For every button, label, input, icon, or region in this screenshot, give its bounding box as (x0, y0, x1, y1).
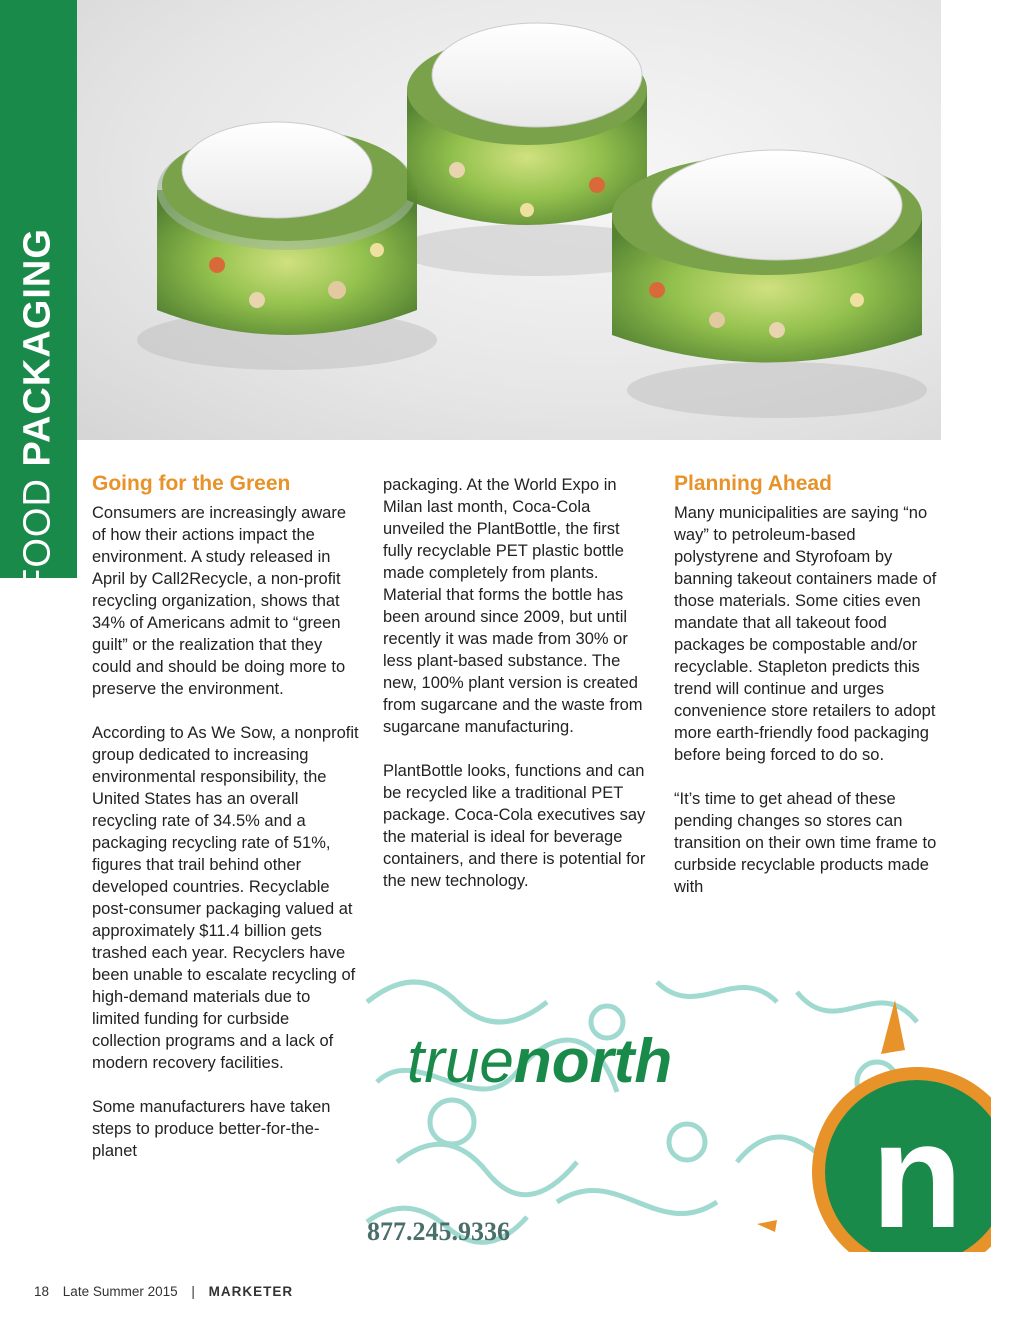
col1-paragraph: According to As We Sow, a nonprofit group dedicated to increasing environmental responsibility, the United States has an overall recycling rate of 34.5% and a packaging recycling rate of 51%, figures that trail behind other developed countries. Recyclable post-consumer packaging valued at approximately $11.4 billion gets trashed each year. Recyclers have been unable to escalate recycling of high-demand materials due to limited funding for curbside collection programs and a lack of modern recovery facilities. (92, 724, 359, 1072)
section-label-word1: FOOD (16, 478, 59, 592)
truenorth-ad-artwork (357, 962, 991, 1252)
container-left (157, 122, 417, 335)
column-2 (383, 474, 653, 914)
ad-phone: 877.245.9336 (367, 1217, 510, 1246)
col2-paragraph: PlantBottle looks, functions and can be recycled like a traditional PET package. Coca-Cola executives say the material is ideal for beverage containers, and there is potential for the new technology. (383, 762, 646, 890)
heading-planning-ahead: Planning Ahead (674, 472, 832, 495)
brand-logo (407, 1027, 672, 1096)
col1-paragraph: Consumers are increasingly aware of how their actions impact the environment. A study released in April by Call2Recycle, a non-profit recycling organization, shows that 34% of Americans admit to “green guilt” or the realization that they could and should be doing more to preserve the environment. (92, 504, 347, 698)
col1-paragraph: Some manufacturers have taken steps to produce better-for-the-planet (92, 1098, 331, 1160)
page-number: 18 (34, 1284, 50, 1299)
brand-light: true (407, 1027, 514, 1096)
column-3 (674, 470, 944, 920)
footer-separator: | (191, 1284, 195, 1299)
section-label (17, 228, 60, 592)
compass-tick-icon (757, 1220, 777, 1232)
col3-paragraph: “It’s time to get ahead of these pending changes so stores can transition on their own time frame to curbside recyclable products made with (674, 790, 937, 896)
badge-letter: n (871, 1091, 963, 1252)
section-tab (0, 0, 77, 592)
salad-containers-photo (77, 0, 941, 440)
column-1 (92, 470, 362, 1184)
section-label-word2: PACKAGING (16, 228, 59, 467)
salad-containers-illustration (77, 0, 941, 440)
col2-paragraph: packaging. At the World Expo in Milan last month, Coca-Cola unveiled the PlantBottle, the first fully recyclable PET plastic bottle made completely from plants. Material that forms the bottle has been around since 2009, but until recently it was made from 30% or less plant-based substance. The new, 100% plant version is created from sugarcane and the waste from sugarcane manufacturing. (383, 476, 643, 736)
container-middle (407, 23, 647, 225)
container-right (612, 150, 922, 363)
brand-bold: north (513, 1027, 673, 1096)
col3-paragraph: Many municipalities are saying “no way” to petroleum-based polystyrene and Styrofoam by banning takeout containers made of those materials. Some cities even mandate that all takeout food packages be compostable and/or recyclable. Stapleton predicts this trend will continue and urges convenience store retailers to adopt more earth-friendly food packaging before being forced to do so. (674, 504, 937, 764)
heading-going-green: Going for the Green (92, 472, 291, 495)
issue-date: Late Summer 2015 (62, 1284, 178, 1299)
page-footer (34, 1284, 303, 1299)
truenorth-advertisement[interactable] (357, 962, 991, 1252)
magazine-name: MARKETER (208, 1284, 294, 1299)
